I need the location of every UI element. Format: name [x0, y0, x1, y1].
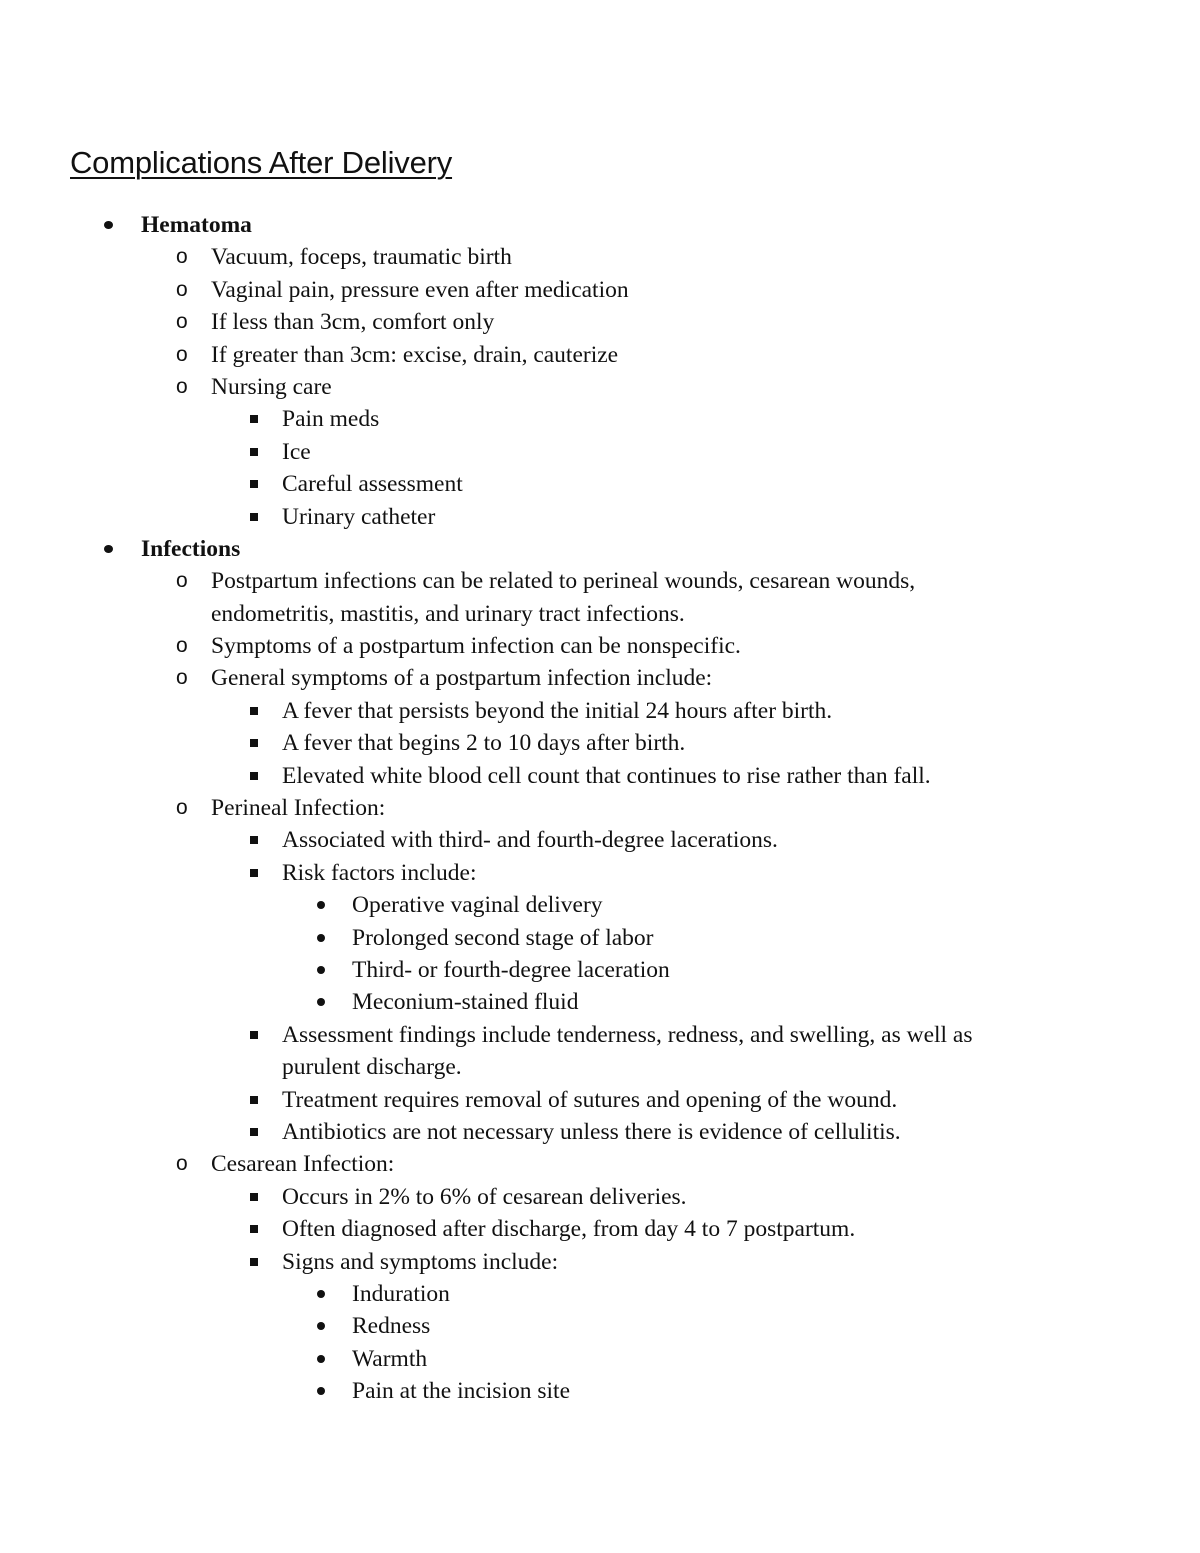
list-item: [0, 889, 1200, 921]
list-item: [0, 630, 1200, 662]
circle-bullet-icon: o: [176, 1152, 188, 1176]
list-item: [0, 727, 1200, 759]
square-bullet-icon: [250, 415, 258, 423]
list-item: [0, 986, 1200, 1018]
outline-list: [0, 209, 1200, 1407]
list-item-text: Perineal Infection:: [211, 795, 386, 822]
square-bullet-icon: [250, 836, 258, 844]
list-item: [0, 1375, 1200, 1407]
list-item-text: Elevated white blood cell count that continues to rise rather than fall.: [282, 762, 931, 789]
bullet-icon: [317, 1322, 325, 1330]
list-item-text: If less than 3cm, comfort only: [211, 309, 495, 336]
bullet-icon: [104, 545, 113, 553]
list-item: [0, 1181, 1200, 1213]
square-bullet-icon: [250, 1225, 258, 1233]
list-item: [0, 371, 1200, 403]
list-item-text: Careful assessment: [282, 471, 463, 498]
page-title: Complications After Delivery: [70, 145, 453, 180]
list-item: [0, 792, 1200, 824]
square-bullet-icon: [250, 1031, 258, 1039]
list-item: [0, 468, 1200, 500]
square-bullet-icon: [250, 448, 258, 456]
square-bullet-icon: [250, 1096, 258, 1104]
list-item-text: Pain meds: [282, 406, 380, 433]
list-item: [0, 1343, 1200, 1375]
list-item: [0, 533, 1200, 565]
square-bullet-icon: [250, 707, 258, 715]
square-bullet-icon: [250, 739, 258, 747]
list-item: [0, 241, 1200, 273]
bullet-icon: [104, 221, 113, 229]
bullet-icon: [317, 1387, 325, 1395]
list-item-text: Risk factors include:: [282, 859, 477, 886]
bullet-icon: [317, 998, 325, 1006]
list-item: [0, 209, 1200, 241]
list-item-text: Prolonged second stage of labor: [352, 924, 654, 951]
bullet-icon: [317, 1290, 325, 1298]
square-bullet-icon: [250, 1128, 258, 1136]
list-item-text: If greater than 3cm: excise, drain, cauterize: [211, 341, 619, 368]
list-item: [0, 565, 1200, 630]
list-item-text: A fever that begins 2 to 10 days after birth.: [282, 730, 686, 757]
list-item-text: Pain at the incision site: [352, 1378, 570, 1405]
list-item: [0, 1019, 1200, 1084]
square-bullet-icon: [250, 1258, 258, 1266]
circle-bullet-icon: o: [176, 374, 188, 398]
list-item: [0, 1084, 1200, 1116]
list-item-text: Associated with third- and fourth-degree lacerations.: [282, 827, 778, 854]
list-item-text: Signs and symptoms include:: [282, 1248, 559, 1275]
list-item-text: Postpartum infections can be related to perineal wounds, cesarean wounds, endometritis, mastitis, and urinary tract infections.: [211, 568, 916, 627]
square-bullet-icon: [250, 1193, 258, 1201]
list-item: [0, 501, 1200, 533]
list-item-text: Assessment findings include tenderness, redness, and swelling, as well as purulent discharge.: [282, 1021, 973, 1081]
list-item: [0, 306, 1200, 338]
circle-bullet-icon: o: [176, 277, 188, 301]
list-item: [0, 662, 1200, 694]
list-item-text: Meconium-stained fluid: [352, 989, 579, 1016]
list-item: [0, 1246, 1200, 1278]
bullet-icon: [317, 934, 325, 942]
circle-bullet-icon: o: [176, 342, 188, 366]
list-item: [0, 922, 1200, 954]
list-item: [0, 403, 1200, 435]
list-item-text: Operative vaginal delivery: [352, 892, 603, 919]
list-item-text: Induration: [352, 1280, 450, 1307]
bullet-icon: [317, 1355, 325, 1363]
list-item: [0, 274, 1200, 306]
square-bullet-icon: [250, 869, 258, 877]
list-item-text: General symptoms of a postpartum infection include:: [211, 665, 713, 692]
circle-bullet-icon: o: [176, 310, 188, 334]
list-item: [0, 1310, 1200, 1342]
list-item-text: Third- or fourth-degree laceration: [352, 957, 670, 983]
list-item: [0, 695, 1200, 727]
circle-bullet-icon: o: [176, 634, 188, 658]
list-item-text: Occurs in 2% to 6% of cesarean deliveries.: [282, 1183, 687, 1210]
list-item-text: Ice: [282, 438, 311, 465]
list-item-text: Cesarean Infection:: [211, 1151, 395, 1178]
list-item-text: Treatment requires removal of sutures and opening of the wound.: [282, 1086, 898, 1113]
list-item-text: Vacuum, foceps, traumatic birth: [211, 244, 512, 271]
circle-bullet-icon: o: [176, 796, 188, 820]
square-bullet-icon: [250, 513, 258, 521]
circle-bullet-icon: o: [176, 569, 188, 593]
list-item: [0, 1278, 1200, 1310]
list-item: [0, 857, 1200, 889]
bullet-icon: [317, 966, 325, 974]
list-item: [0, 339, 1200, 371]
list-item: [0, 1116, 1200, 1148]
list-item-text: A fever that persists beyond the initial 24 hours after birth.: [282, 697, 833, 724]
list-item-text: Urinary catheter: [282, 503, 436, 530]
list-item-text: Redness: [352, 1313, 431, 1340]
list-item: [0, 436, 1200, 468]
list-item-text: Vaginal pain, pressure even after medication: [211, 276, 629, 303]
square-bullet-icon: [250, 480, 258, 488]
list-item-text: Symptoms of a postpartum infection can be nonspecific.: [211, 633, 741, 660]
list-item-text: Warmth: [352, 1345, 428, 1372]
list-item: [0, 760, 1200, 792]
list-item-text: Antibiotics are not necessary unless there is evidence of cellulitis.: [282, 1118, 901, 1145]
list-item: [0, 1213, 1200, 1245]
circle-bullet-icon: o: [176, 666, 188, 690]
bullet-icon: [317, 901, 325, 909]
list-item: [0, 824, 1200, 856]
list-item: [0, 954, 1200, 986]
list-item-text: Infections: [141, 535, 241, 562]
square-bullet-icon: [250, 772, 258, 780]
list-item-text: Nursing care: [211, 373, 332, 400]
circle-bullet-icon: o: [176, 245, 188, 269]
list-item-text: Hematoma: [141, 212, 252, 238]
list-item-text: Often diagnosed after discharge, from day 4 to 7 postpartum.: [282, 1216, 856, 1243]
list-item: [0, 1148, 1200, 1180]
